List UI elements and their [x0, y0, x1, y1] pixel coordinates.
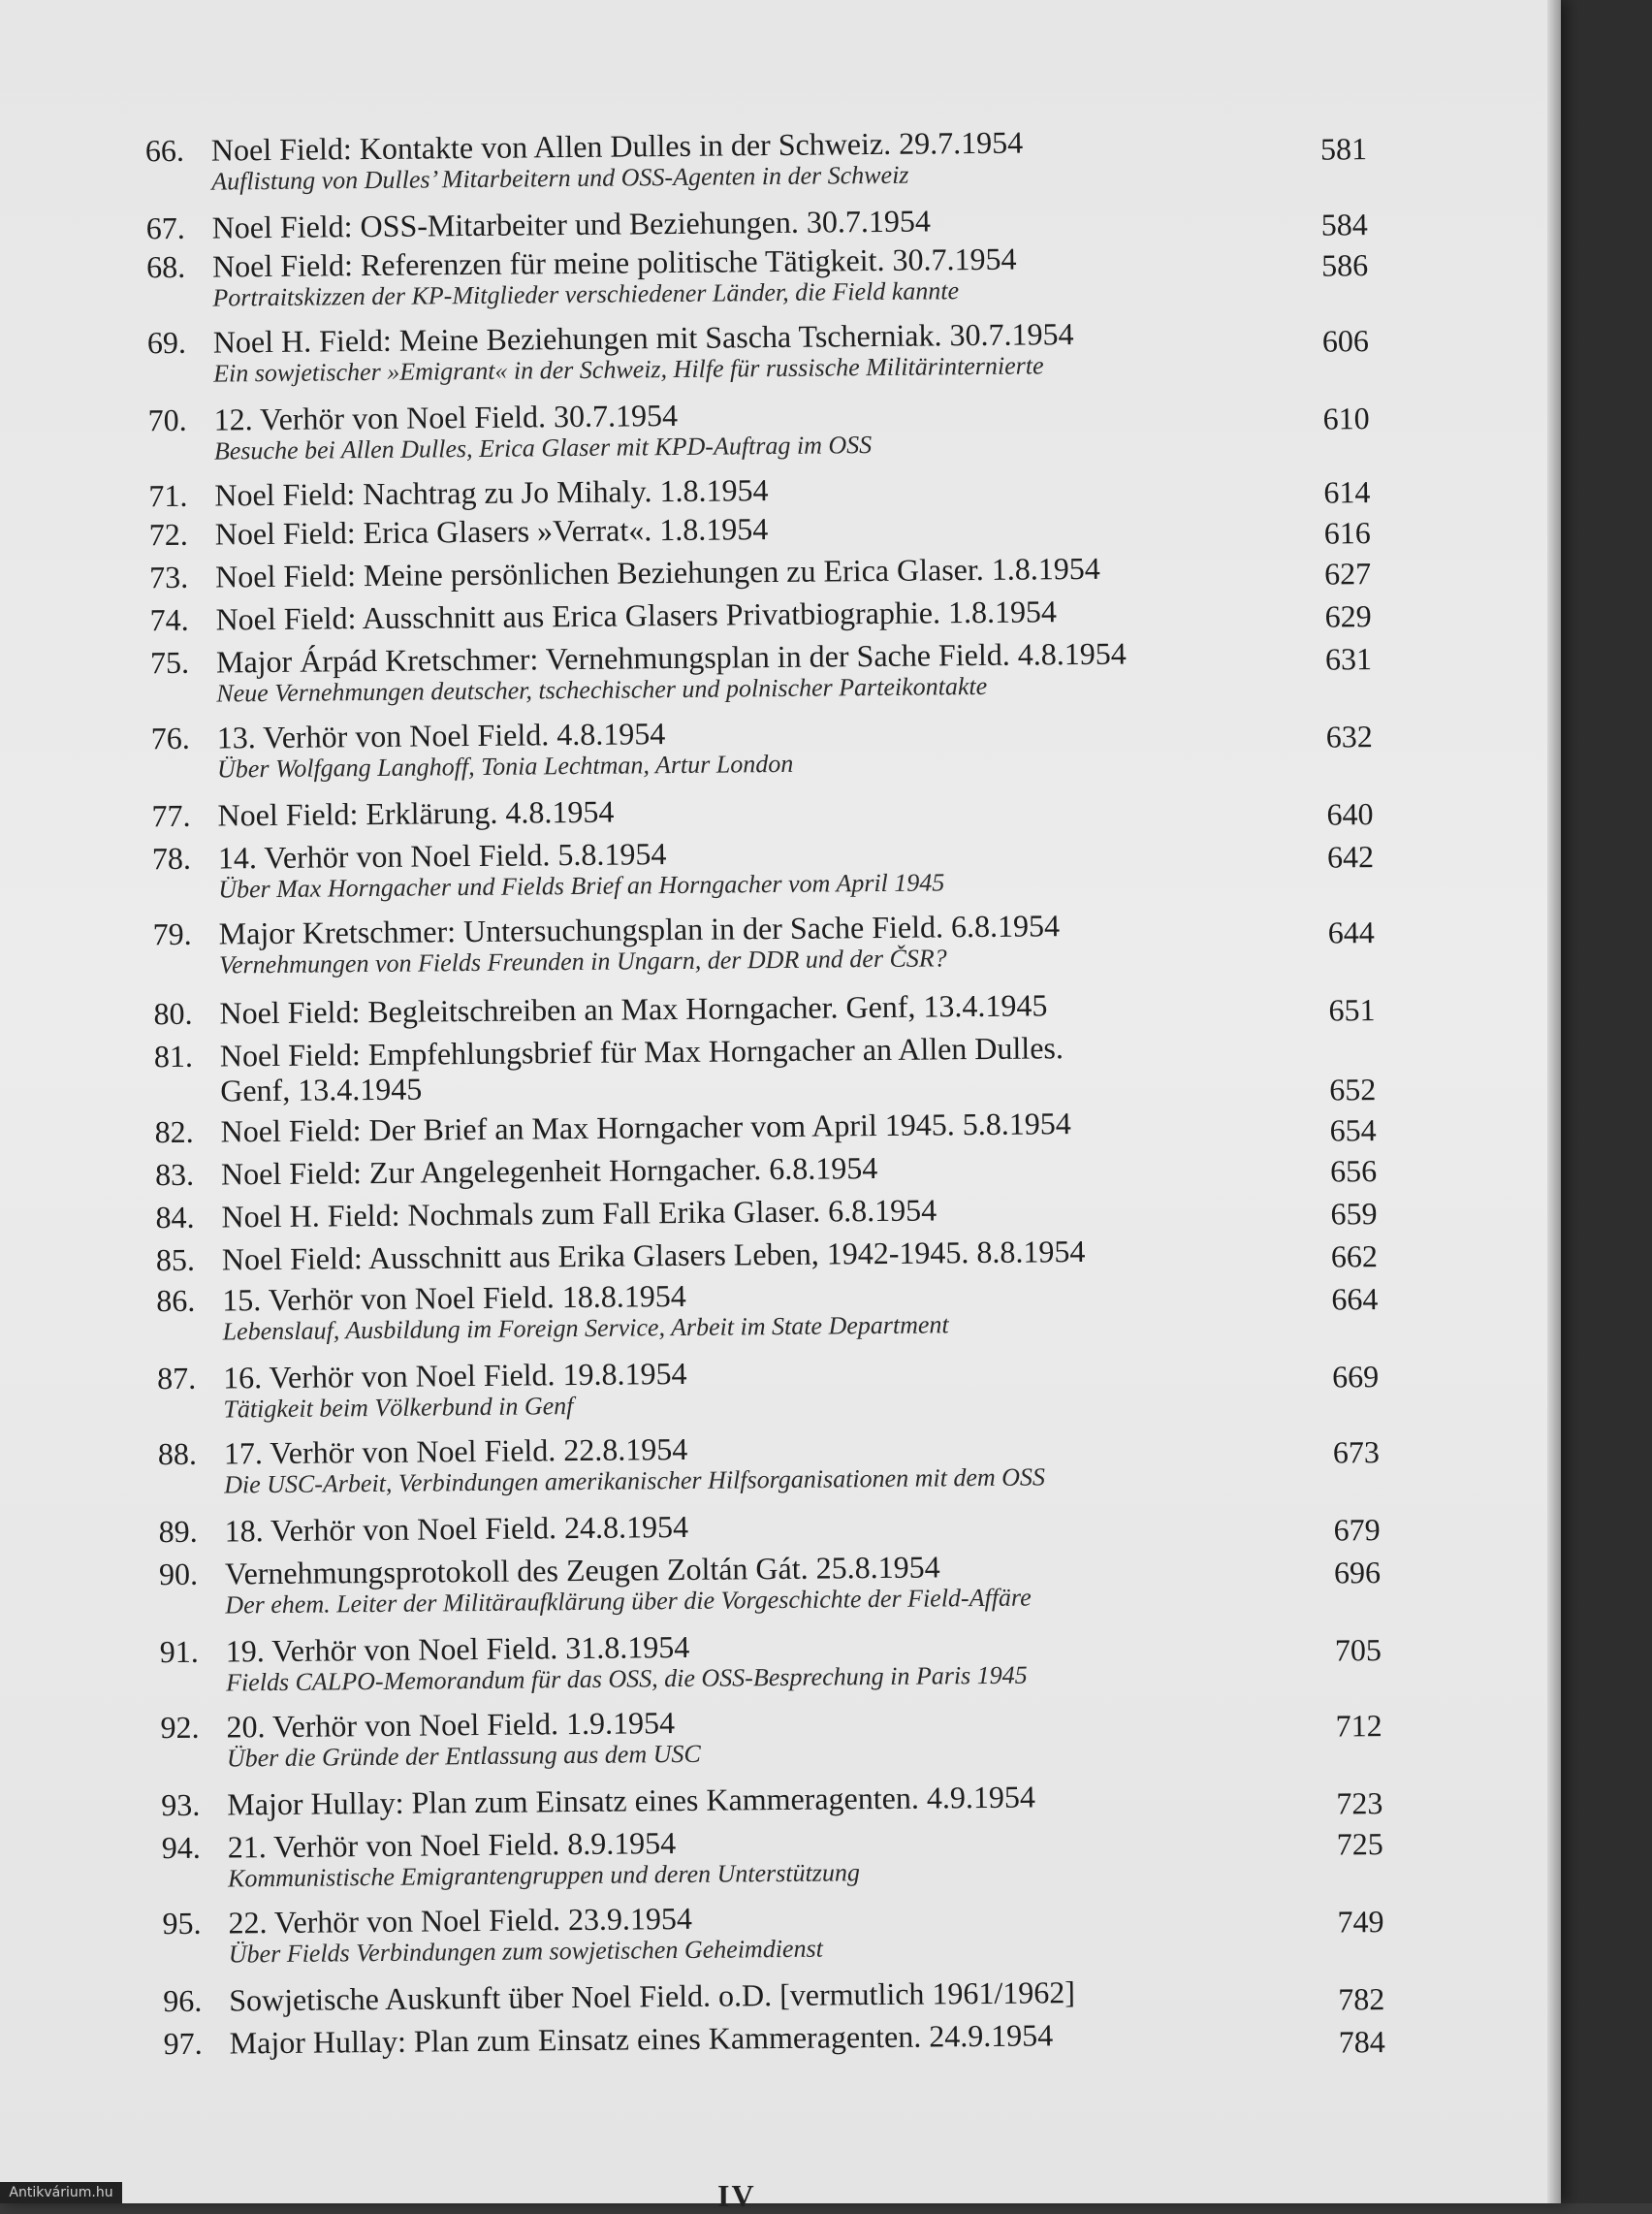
entry-title: Noel Field: Referenzen für meine politische Tätigkeit. 30.7.1954 [211, 241, 1017, 284]
entry-subtitle: Kommunistische Emigrantengruppen und deren Unterstützung [227, 1858, 861, 1893]
entry-page-number: 723 [1336, 1785, 1383, 1821]
entry-page-number: 651 [1328, 992, 1376, 1028]
entry-number: 79. [152, 915, 192, 952]
entry-number: 77. [151, 797, 191, 834]
watermark: Antikvárium.hu [0, 2182, 122, 2203]
entry-page-number: 705 [1334, 1632, 1382, 1668]
entry-number: 95. [162, 1905, 202, 1941]
entry-number: 81. [153, 1038, 194, 1075]
toc-entry [0, 312, 1446, 388]
entry-subtitle: Der ehem. Leiter der Militäraufklärung über die Vorgeschichte der Field-Affäre [225, 1583, 1032, 1620]
entry-page-number: 696 [1333, 1555, 1382, 1590]
entry-number: 74. [149, 601, 189, 638]
entry-subtitle: Die USC-Arbeit, Verbindungen amerikanischer Hilfsorganisationen mit dem OSS [224, 1462, 1046, 1499]
entry-page-number: 640 [1326, 796, 1374, 832]
entry-title: Noel Field: Erklärung. 4.8.1954 [217, 793, 615, 833]
entry-number: 90. [158, 1556, 199, 1592]
entry-title-continued: Genf, 13.4.1945 [220, 1071, 423, 1108]
entry-number: 93. [161, 1786, 201, 1823]
entry-number: 91. [159, 1633, 199, 1670]
toc-entry [0, 390, 1446, 465]
entry-page-number: 782 [1338, 1981, 1385, 2017]
toc-entry [7, 1817, 1461, 1893]
entry-page-number: 614 [1323, 474, 1371, 510]
toc-entry [0, 904, 1451, 979]
toc-entry [0, 1102, 1453, 1150]
toc-entry [1, 1230, 1455, 1278]
toc-entry [0, 983, 1452, 1032]
entry-title: 15. Verhör von Noel Field. 18.8.1954 [222, 1277, 686, 1318]
entry-page-number: 610 [1322, 401, 1370, 436]
entry-number: 68. [145, 248, 186, 285]
entry-number: 83. [154, 1156, 195, 1193]
entry-number: 66. [144, 132, 185, 169]
entry-number: 92. [160, 1709, 200, 1746]
entry-page-number: 629 [1324, 598, 1372, 634]
entry-title: Noel H. Field: Meine Beziehungen mit Sascha Tscherniak. 30.7.1954 [212, 316, 1074, 360]
toc-entry [2, 1348, 1456, 1424]
toc-entry [8, 1971, 1462, 2019]
entry-title: Major Hullay: Plan zum Einsatz eines Kammeragenten. 24.9.1954 [229, 2017, 1054, 2061]
toc-entry [0, 198, 1445, 246]
entry-title: Major Kretschmer: Untersuchungsplan in der Sache Field. 6.8.1954 [218, 908, 1061, 951]
entry-number: 82. [154, 1113, 194, 1150]
entry-title: 17. Verhör von Noel Field. 22.8.1954 [223, 1430, 688, 1471]
entry-subtitle: Auflistung von Dulles’ Mitarbeitern und OSS-Agenten in der Schweiz [211, 160, 909, 196]
entry-number: 70. [147, 401, 187, 438]
entry-title: 19. Verhör von Noel Field. 31.8.1954 [225, 1628, 690, 1669]
entry-title: Noel Field: Ausschnitt aus Erica Glasers Privatbiographie. 1.8.1954 [215, 594, 1058, 637]
entry-title: Noel Field: Nachtrag zu Jo Mihaly. 1.8.1954 [214, 472, 769, 513]
toc-entry [0, 1144, 1454, 1193]
toc-entry [0, 1187, 1454, 1235]
entry-number: 89. [158, 1513, 198, 1550]
entry-subtitle: Ein sowjetischer »Emigrant« in der Schweiz, Hilfe für russische Militärinternierte [213, 351, 1044, 388]
toc-entry [0, 120, 1445, 196]
entry-page-number: 749 [1337, 1904, 1384, 1940]
entry-title: 21. Verhör von Noel Field. 8.9.1954 [227, 1825, 677, 1865]
toc-entry [6, 1775, 1460, 1823]
entry-title: 16. Verhör von Noel Field. 19.8.1954 [222, 1355, 687, 1396]
entry-title: 18. Verhör von Noel Field. 24.8.1954 [224, 1508, 689, 1549]
entry-page-number: 631 [1324, 641, 1373, 677]
entry-title: Noel Field: Meine persönlichen Beziehungen zu Erica Glaser. 1.8.1954 [214, 550, 1100, 594]
entry-page-number: 644 [1327, 914, 1375, 950]
entry-title: Noel Field: Ausschnitt aus Erika Glasers Leben, 1942-1945. 8.8.1954 [221, 1233, 1086, 1277]
entry-number: 96. [163, 1982, 203, 2019]
entry-subtitle: Neue Vernehmungen deutscher, tschechischer und polnischer Parteikontakte [216, 671, 988, 708]
entry-title: Sowjetische Auskunft über Noel Field. o.D. [vermutlich 1961/1962] [229, 1974, 1076, 2018]
entry-title: 22. Verhör von Noel Field. 23.9.1954 [228, 1900, 693, 1941]
entry-title: Noel Field: OSS-Mitarbeiter und Beziehungen. 30.7.1954 [211, 203, 932, 245]
entry-title: 14. Verhör von Noel Field. 5.8.1954 [217, 836, 667, 876]
entry-title: 20. Verhör von Noel Field. 1.9.1954 [226, 1705, 676, 1745]
toc-entry [0, 708, 1450, 784]
entry-page-number: 659 [1330, 1196, 1378, 1232]
entry-number: 76. [150, 720, 190, 756]
toc-entry [0, 465, 1447, 514]
entry-page-number: 606 [1321, 323, 1370, 359]
entry-subtitle: Portraitskizzen der KP-Mitglieder verschiedener Länder, die Field kannte [212, 276, 960, 312]
entry-page-number: 673 [1332, 1434, 1381, 1470]
entry-page-number: 725 [1336, 1826, 1383, 1862]
entry-title: 13. Verhör von Noel Field. 4.8.1954 [216, 716, 666, 755]
entry-page-number: 627 [1324, 556, 1372, 592]
entry-page-number: 662 [1330, 1238, 1379, 1274]
entry-title: Noel Field: Begleitschreiben an Max Horngacher. Genf, 13.4.1945 [219, 987, 1048, 1031]
entry-title: Noel Field: Erica Glasers »Verrat«. 1.8.1954 [214, 511, 769, 552]
entry-subtitle: Lebenslauf, Ausbildung im Foreign Service, Arbeit im State Department [222, 1310, 949, 1346]
toc-entry [7, 1893, 1461, 1969]
entry-page-number: 584 [1320, 207, 1368, 242]
entry-subtitle: Besuche bei Allen Dulles, Erica Glaser mit KPD-Auftrag im OSS [213, 431, 873, 465]
entry-subtitle: Über Wolfgang Langhoff, Tonia Lechtman, Artur London [216, 749, 794, 784]
entry-number: 69. [146, 324, 187, 361]
entry-page-number: 679 [1333, 1512, 1381, 1548]
entry-page-number: 656 [1329, 1153, 1378, 1189]
entry-number: 72. [148, 516, 188, 553]
entry-title: Major Hullay: Plan zum Einsatz eines Kammeragenten. 4.9.1954 [227, 1779, 1036, 1822]
entry-subtitle: Fields CALPO-Memorandum für das OSS, die OSS-Besprechung in Paris 1945 [225, 1660, 1028, 1697]
entry-number: 67. [145, 209, 185, 246]
entry-subtitle: Über Max Horngacher und Fields Brief an Horngacher vom April 1945 [218, 868, 945, 904]
entry-number: 86. [156, 1282, 196, 1319]
entry-number: 71. [148, 477, 188, 514]
entry-title: 12. Verhör von Noel Field. 30.7.1954 [213, 397, 679, 437]
entry-number: 80. [153, 995, 193, 1032]
entry-page-number: 642 [1326, 839, 1375, 875]
entry-title: Noel Field: Empfehlungsbrief für Max Horngacher an Allen Dulles. [219, 1030, 1064, 1074]
toc-entry [4, 1544, 1458, 1620]
entry-subtitle: Über Fields Verbindungen zum sowjetischen Geheimdienst [228, 1934, 823, 1969]
entry-number: 97. [163, 2025, 203, 2062]
page-folio: IV [717, 2178, 756, 2213]
entry-number: 87. [156, 1360, 197, 1396]
toc-entry [5, 1697, 1459, 1773]
entry-page-number: 652 [1329, 1072, 1377, 1107]
entry-page-number: 654 [1329, 1112, 1377, 1148]
entry-page-number: 616 [1323, 515, 1371, 551]
toc-entry [1, 1270, 1455, 1346]
entry-page-number: 581 [1319, 131, 1368, 167]
toc-entry [3, 1424, 1457, 1499]
entry-page-number: 712 [1335, 1708, 1382, 1744]
entry-page-number: 664 [1331, 1281, 1379, 1317]
entry-number: 78. [151, 840, 192, 877]
entry-subtitle: Tätigkeit beim Völkerbund in Genf [223, 1392, 574, 1424]
entry-subtitle: Über die Gründe der Entlassung aus dem USC [226, 1739, 701, 1773]
toc-entry [3, 1501, 1457, 1550]
entry-title: Noel Field: Kontakte von Allen Dulles in der Schweiz. 29.7.1954 [210, 124, 1024, 168]
entry-number: 84. [155, 1199, 195, 1235]
entry-title: Noel Field: Zur Angelegenheit Horngacher. 6.8.1954 [220, 1150, 878, 1192]
toc-entry [0, 786, 1450, 834]
entry-number: 94. [161, 1829, 201, 1866]
entry-number: 85. [155, 1241, 196, 1278]
entry-number: 73. [148, 559, 189, 595]
entry-page-number: 669 [1331, 1359, 1380, 1395]
entry-title: Major Árpád Kretschmer: Vernehmungsplan in der Sache Field. 4.8.1954 [215, 635, 1127, 680]
entry-title: Noel H. Field: Nochmals zum Fall Erika Glaser. 6.8.1954 [221, 1192, 937, 1235]
entry-page-number: 586 [1320, 247, 1369, 283]
entry-number: 88. [157, 1435, 198, 1472]
toc-entry [5, 1621, 1459, 1697]
entry-number: 75. [149, 644, 190, 681]
entry-page-number: 632 [1325, 719, 1373, 754]
entry-title: Noel Field: Der Brief an Max Horngacher vom April 1945. 5.8.1954 [220, 1106, 1071, 1149]
entry-page-number: 784 [1338, 2024, 1385, 2060]
toc-entry [9, 2013, 1463, 2062]
entry-title: Vernehmungsprotokoll des Zeugen Zoltán Gát. 25.8.1954 [224, 1549, 940, 1591]
toc-entry [0, 1026, 1453, 1108]
entry-subtitle: Vernehmungen von Fields Freunden in Ungarn, der DDR und der ČSR? [218, 944, 947, 979]
